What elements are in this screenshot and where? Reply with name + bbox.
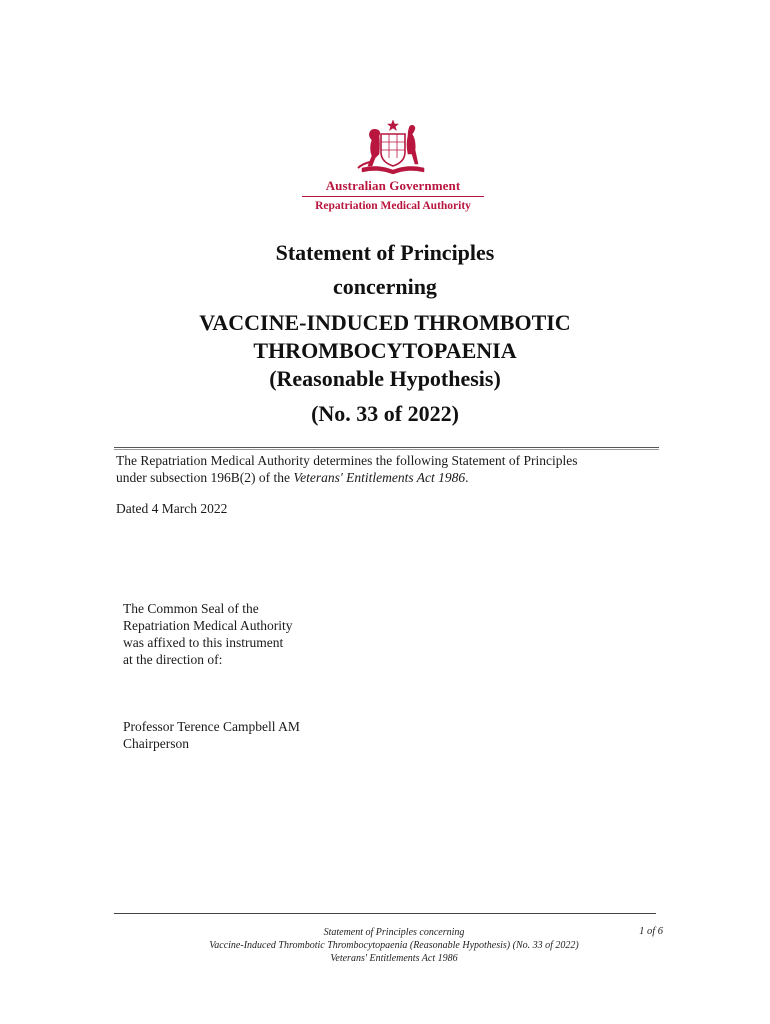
seal-line-2: Repatriation Medical Authority bbox=[123, 618, 293, 633]
seal-line-4: at the direction of: bbox=[123, 652, 223, 667]
signatory-role: Chairperson bbox=[123, 736, 189, 751]
footer-divider bbox=[114, 913, 656, 914]
act-name: Veterans' Entitlements Act 1986 bbox=[293, 470, 466, 485]
seal-line-3: was affixed to this instrument bbox=[123, 635, 284, 650]
title-line-1: Statement of Principles bbox=[275, 240, 495, 265]
coat-of-arms-icon bbox=[348, 118, 438, 176]
footer-line-2: Vaccine-Induced Thrombotic Thrombocytopaenia (Reasonable Hypothesis) (No. 33 of 2022) bbox=[209, 940, 579, 951]
footer-line-1: Statement of Principles concerning bbox=[323, 927, 465, 938]
title-condition-line-1: VACCINE-INDUCED THROMBOTIC bbox=[199, 310, 571, 335]
footer-line-3: Veterans' Entitlements Act 1986 bbox=[330, 953, 458, 964]
header-divider bbox=[114, 447, 659, 448]
agency-name: Repatriation Medical Authority bbox=[315, 200, 471, 212]
government-name: Australian Government bbox=[325, 178, 461, 193]
page-footer bbox=[114, 926, 674, 965]
title-condition-line-2: THROMBOCYTOPAENIA bbox=[253, 338, 517, 363]
common-seal-statement bbox=[123, 600, 423, 668]
signatory-name: Professor Terence Campbell AM bbox=[123, 719, 300, 734]
title-hypothesis: (Reasonable Hypothesis) bbox=[269, 366, 501, 391]
determination-paragraph bbox=[116, 452, 661, 486]
header-divider-shadow bbox=[114, 449, 659, 450]
instrument-number: (No. 33 of 2022) bbox=[311, 401, 459, 426]
page-number: 1 of 6 bbox=[639, 926, 663, 937]
determination-line-2-suffix: . bbox=[465, 470, 469, 485]
determination-line-1: The Repatriation Medical Authority determines the following Statement of Principles bbox=[116, 453, 578, 468]
title-line-2: concerning bbox=[333, 274, 437, 299]
seal-line-1: The Common Seal of the bbox=[123, 601, 259, 616]
signatory-block bbox=[123, 718, 423, 752]
australian-government-logo bbox=[300, 118, 486, 218]
logo-divider bbox=[302, 196, 484, 197]
determination-line-2-prefix: under subsection 196B(2) of the bbox=[116, 470, 294, 485]
date-statement: Dated 4 March 2022 bbox=[116, 501, 228, 516]
